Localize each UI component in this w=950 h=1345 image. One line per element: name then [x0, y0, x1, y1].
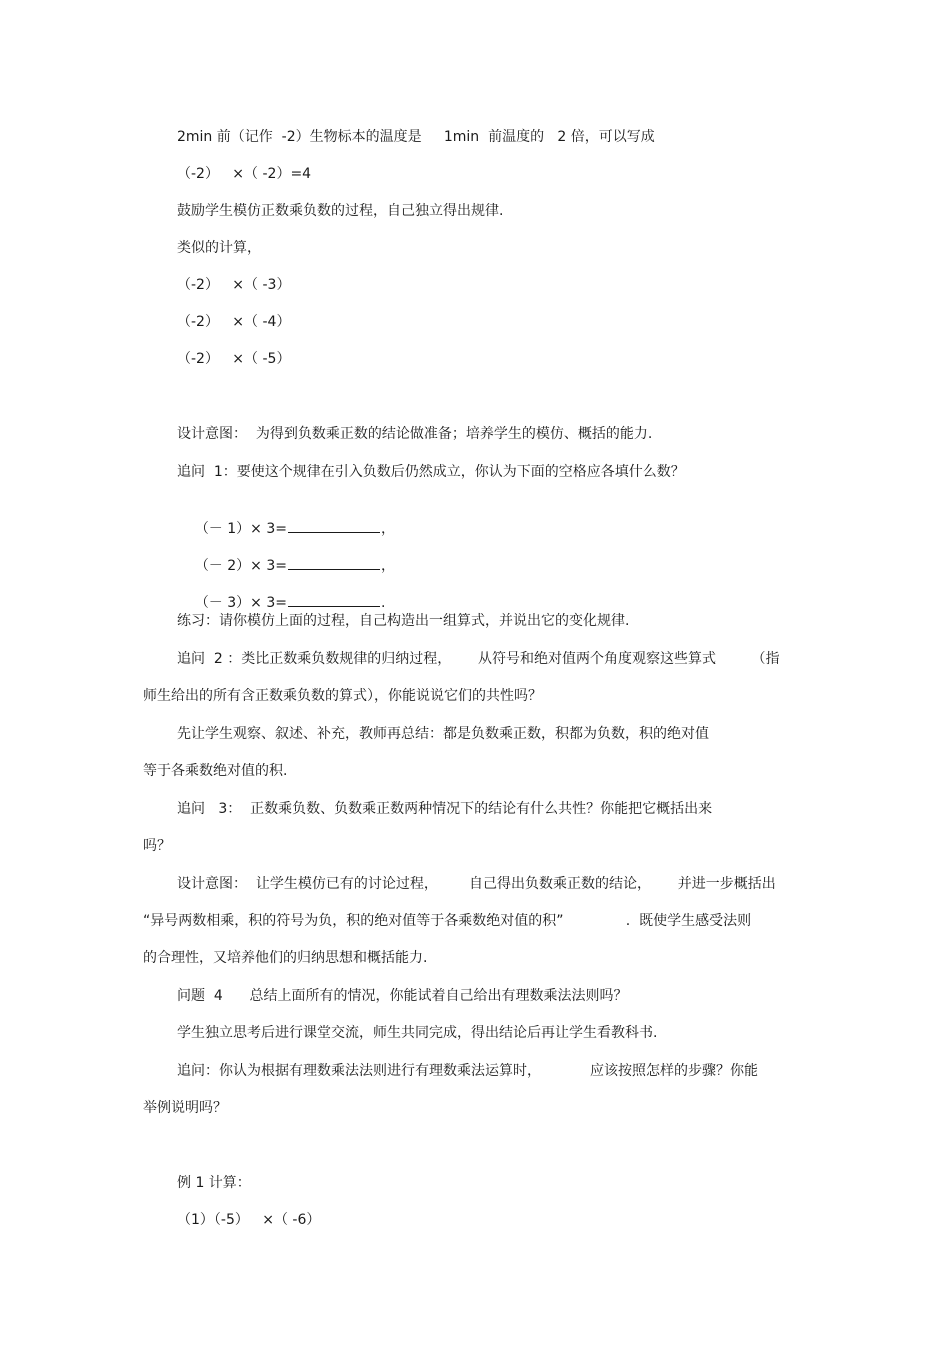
- answer-blank[interactable]: [288, 518, 380, 533]
- text-line: 先让学生观察、叙述、补充，教师再总结：都是负数乘正数，积都为负数，积的绝对值: [177, 726, 709, 742]
- fill-blank-expression: （－ 1）× 3=: [194, 521, 287, 537]
- question-4-line: 问题 4 总结上面所有的情况，你能试着自己给出有理数乘法法则吗？: [177, 988, 628, 1004]
- design-intent-line: 设计意图： 让学生模仿已有的讨论过程， 自己得出负数乘正数的结论， 并进一步概括出: [177, 876, 776, 892]
- text-line: 等于各乘数绝对值的积.: [143, 763, 288, 779]
- text-line: 举例说明吗？: [143, 1100, 227, 1116]
- exercise-line: 练习：请你模仿上面的过程，自己构造出一组算式，并说出它的变化规律.: [177, 613, 630, 629]
- equation-line: （-2） ×（ -4）: [177, 314, 291, 330]
- equation-line: （1）（-5） ×（ -6）: [177, 1212, 321, 1228]
- text-line: 师生给出的所有含正数乘负数的算式），你能说说它们的共性吗？: [143, 688, 542, 704]
- text-line: 类似的计算，: [177, 240, 261, 256]
- design-intent-line: 设计意图： 为得到负数乘正数的结论做准备；培养学生的模仿、概括的能力.: [177, 426, 653, 442]
- equation-line: （-2） ×（ -5）: [177, 351, 291, 367]
- text-line: 鼓励学生模仿正数乘负数的过程，自己独立得出规律.: [177, 203, 504, 219]
- fill-blank-end: .: [381, 595, 386, 611]
- fill-blank-expression: （－ 3）× 3=: [194, 595, 287, 611]
- answer-blank[interactable]: [288, 555, 380, 570]
- follow-up-question-2: 追问 2 ：类比正数乘负数规律的归纳过程， 从符号和绝对值两个角度观察这些算式 （指: [177, 651, 780, 667]
- text-line: 吗？: [143, 838, 171, 854]
- follow-up-question: 追问：你认为根据有理数乘法法则进行有理数乘法运算时， 应该按照怎样的步骤？你能: [177, 1063, 758, 1079]
- text-line: 2min 前（记作 -2）生物标本的温度是 1min 前温度的 2 倍，可以写成: [177, 129, 655, 145]
- text-line: 的合理性，又培养他们的归纳思想和概括能力.: [143, 950, 428, 966]
- equation-line: （-2） ×（ -3）: [177, 277, 291, 293]
- text-line: “异号两数相乘，积的符号为负，积的绝对值等于各乘数绝对值的积” . 既使学生感受法则: [143, 913, 752, 929]
- answer-blank[interactable]: [288, 592, 380, 607]
- follow-up-question-3: 追问 3： 正数乘负数、负数乘正数两种情况下的结论有什么共性？你能把它概括出来: [177, 801, 713, 817]
- fill-blank-end: ，: [381, 558, 395, 574]
- fill-blank-expression: （－ 2）× 3=: [194, 558, 287, 574]
- fill-blank-end: ，: [381, 521, 395, 537]
- example-title: 例 1 计算：: [177, 1175, 251, 1191]
- text-line: 学生独立思考后进行课堂交流，师生共同完成，得出结论后再让学生看教科书.: [177, 1025, 658, 1041]
- follow-up-question-1: 追问 1：要使这个规律在引入负数后仍然成立，你认为下面的空格应各填什么数？: [177, 464, 685, 480]
- equation-line: （-2） ×（ -2）=4: [177, 166, 312, 182]
